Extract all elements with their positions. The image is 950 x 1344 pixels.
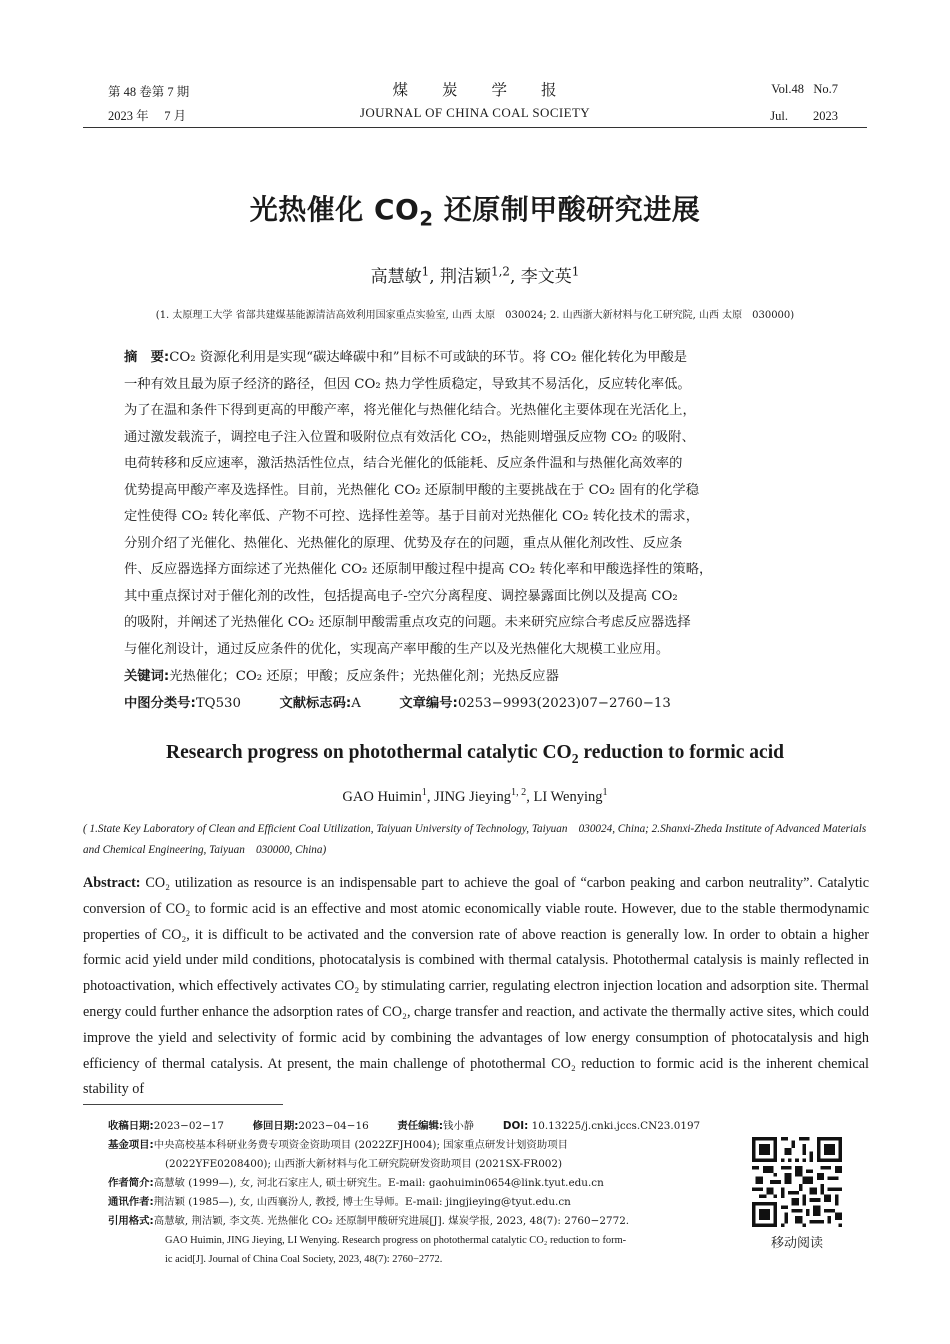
author-name: 高慧敏 (370, 267, 422, 287)
footnote-rule (83, 1104, 283, 1105)
abstract-cn: 摘 要:CO₂ 资源化利用是实现“碳达峰碳中和”目标不可或缺的环节。将 CO₂ 催化转化为甲酸是 一种有效且最为原子经济的路径，但因 CO₂ 热力学性质稳定，导致其不易活化，反应转化率低。 为了在温和条件下得到更高的甲酸产率，将光催化与热催化结合。光热催化主要体现在光活化上， 通过激发载流子，调控电子注入位置和吸附位点有效活化 CO₂，热能则增强反应物 CO₂ 的吸附、 电荷转移和反应速率，激活热活性位点，结合光催化的低能耗、反应条件温和与热催化高效率的 优势提高甲酸产率及选择性。目前，光热催化 CO₂ 还原制甲酸的主要挑战在于 CO₂ 固有的化学稳 定性使得 CO₂ 转化率低、产物不可控、选择性差等。基于目前对光热催化 CO₂ 转化技术的需求， 分别介绍了光催化、热催化、光热催化的原理、优势及存在的问题，重点从催化剂改性、反应条 件、反应器选择方面综述了光热催化 CO₂ 还原制甲酸过程中提高 CO₂ 转化率和甲酸选择性的策略， 其中重点探讨对于催化剂的改性，包括提高电子-空穴分离程度、调控暴露面比例以及提高 CO₂ 的吸附，并阐述了光热催化 CO₂ 还原制甲酸需重点攻克的问题。未来研究应综合考虑反应器选择 与催化剂设计，通过反应条件的优化，实现高产率甲酸的生产以及光热催化大规模工业应用。 (124, 350, 713, 657)
abstract-en: Abstract: CO₂ utilization as resource is an indispensable part to achieve the goal of “carbon peaking and carbon neutrality”. Catalytic conversion of CO₂ to formic acid is an effective and most atomic economically viable route. However, due to the stable thermodynamic properties of CO₂, it is difficult to be activated and the conversion rate of above reaction is generally low. In order to obtain a higher formic acid yield under mild conditions, photocatalysis is combined with thermal catalysis. Photothermal catalysis is mainly reflected in photoactivation, which effectively activates CO₂ by stimulating carrier, regulating electron injection location and adsorption site. Thermal energy could further enhance the adsorption rates of CO₂, charge transfer and reaction, and activate the thermally active sites, which could improve the yield and selectivity of formic acid by combining the advantages of low energy consumption of photocatalysis and high efficiency of thermal catalysis. At present, the main challenge of photothermal CO₂ reduction to formic acid is the inherent chemical stability of (83, 875, 869, 1098)
month-year-en: Jul. 2023 (770, 109, 838, 123)
abstract-en-label: Abstract: (83, 875, 141, 891)
footnote-dates: 收稿日期:2023−02−17 修回日期:2023−04−16 责任编辑:钱小静 DOI: 10.13225/j.cnki.jccs.CN23.0197 (108, 1120, 701, 1132)
affiliation-cn: (1. 太原理工大学 省部共建煤基能源清洁高效利用国家重点实验室, 山西 太原 030024; 2. 山西浙大新材料与化工研究院, 山西 太原 030000) (155, 310, 795, 321)
authors-en: GAO Huimin$^1$, JING Jieying$^{1, 2}$, LI Wenying$^1$ (342, 787, 608, 805)
affiliation-en: ( 1.State Key Laboratory of Clean and Efficient Coal Utilization, Taiyuan University of Technology, Taiyuan 030024, China; 2.Shanxi-Zheda Institute of Advanced Materials and Chemical Engineering, Taiyuan 030000, China) (83, 823, 867, 856)
footnote-corresponding: 通讯作者:荆洁颖 (1985—), 女, 山西襄汾人, 教授, 博士生导师。E-mail: jingjieying@tyut.edu.cn (108, 1196, 571, 1208)
authors-cn: 高慧敏$^1$, 荆洁颖$^{1,2}$, 李文英$^1$ (370, 264, 580, 287)
abstract-cn-label: 摘 要: (124, 350, 170, 365)
volume-issue: 第 48 卷第 7 期 (108, 85, 190, 99)
vol-no: Vol.48 No.7 (771, 82, 838, 96)
doi-link[interactable]: 10.13225/j.cnki.jccs.CN23.0197 (531, 1120, 701, 1132)
author-name: 荆洁颖 (440, 267, 492, 287)
footnote-citation: 引用格式:高慧敏, 荆洁颖, 李文英. 光热催化 CO₂ 还原制甲酸研究进展[J]. 煤炭学报, 2023, 48(7): 2760−2772. GAO Huimin, JING Jieying, LI Wenying. Research progress on photothermal catalytic CO₂ reduction to form- ic acid[J]. Journal of China Coal Society, 2023, 48(7): 2760−2772. (108, 1215, 630, 1265)
qr-caption: 移动阅读 (770, 1236, 823, 1251)
journal-name-cn: 煤 炭 学 报 (392, 81, 558, 99)
keywords-label: 关键词: (124, 669, 170, 684)
qr-code[interactable] (752, 1137, 842, 1227)
year-month: 2023 年 7 月 (108, 109, 187, 123)
keywords-cn: 关键词:光热催化；CO₂ 还原；甲酸；反应条件；光热催化剂；光热反应器 (124, 669, 559, 684)
header-rule (83, 127, 867, 128)
paper-title-cn: 光热催化 $CO_2$ 还原制甲酸研究进展 (249, 193, 701, 231)
author-name: 李文英 (520, 267, 572, 287)
classification-line: 中图分类号:TQ530 文献标志码:A 文章编号:0253−9993(2023)07−2760−13 (124, 696, 671, 711)
footnote-fund: 基金项目:中央高校基本科研业务费专项资金资助项目 (2022ZFJH004); 国家重点研发计划资助项目 (2022YFE0208400); 山西浙大新材料与化工研究院研发资助项目 (2021SX-FR002) (108, 1139, 568, 1170)
paper-title-en: Research progress on photothermal catalytic $CO_2$ reduction to formic acid (166, 742, 784, 766)
journal-name-en: JOURNAL OF CHINA COAL SOCIETY (359, 105, 591, 120)
footnote-author: 作者简介:高慧敏 (1999—), 女, 河北石家庄人, 硕士研究生。E-mail: gaohuimin0654@link.tyut.edu.cn (108, 1177, 604, 1189)
